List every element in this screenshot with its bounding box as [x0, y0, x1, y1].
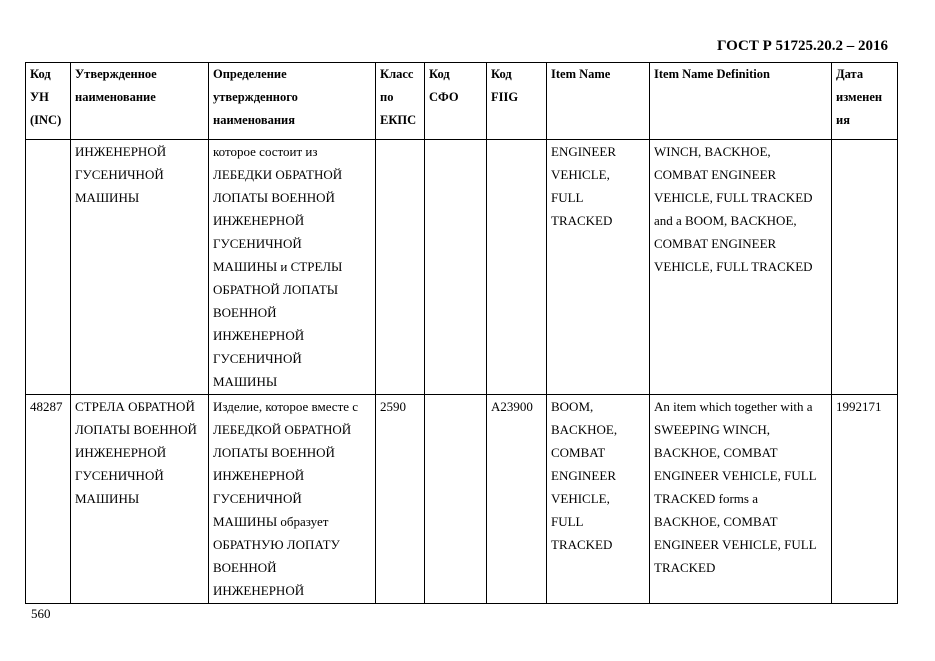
col-header-class: Класс по ЕКПС: [376, 63, 425, 140]
header-row: [26, 63, 898, 140]
cell-item-name-definition: An item which together with a SWEEPING WINCH, BACKHOE, COMBAT ENGINEER VEHICLE, FULL TRACKED forms a BACKHOE, COMBAT ENGINEER VEHICLE, FULL TRACKED: [650, 395, 832, 604]
col-header-item-name-definition: Item Name Definition: [650, 63, 832, 140]
page-number: 560: [31, 606, 51, 621]
cell-item-name: BOOM, BACKHOE, COMBAT ENGINEER VEHICLE, FULL TRACKED: [547, 395, 650, 604]
col-header-definition: Определение утвержденного наименования: [209, 63, 376, 140]
cell-class: [376, 140, 425, 395]
cell-inc: 48287: [26, 395, 71, 604]
cell-definition: Изделие, которое вместе с ЛЕБЕДКОЙ ОБРАТНОЙ ЛОПАТЫ ВОЕННОЙ ИНЖЕНЕРНОЙ ГУСЕНИЧНОЙ МАШИНЫ образует ОБРАТНУЮ ЛОПАТУ ВОЕННОЙ ИНЖЕНЕРНОЙ: [209, 395, 376, 604]
cell-sfo: [425, 395, 487, 604]
cell-class: 2590: [376, 395, 425, 604]
col-header-sfo: Код СФО: [425, 63, 487, 140]
cell-fiig: A23900: [487, 395, 547, 604]
cell-item-name: ENGINEER VEHICLE, FULL TRACKED: [547, 140, 650, 395]
col-header-change-date: Дата изменен ия: [832, 63, 898, 140]
cell-change-date: [832, 140, 898, 395]
cell-fiig: [487, 140, 547, 395]
cell-sfo: [425, 140, 487, 395]
cell-item-name-definition: WINCH, BACKHOE, COMBAT ENGINEER VEHICLE, FULL TRACKED and a BOOM, BACKHOE, COMBAT ENGINEER VEHICLE, FULL TRACKED: [650, 140, 832, 395]
standard-designation: ГОСТ Р 51725.20.2 – 2016: [716, 38, 888, 54]
table-row: [26, 140, 898, 395]
catalog-table: [25, 62, 898, 604]
cell-approved-name: ИНЖЕНЕРНОЙ ГУСЕНИЧНОЙ МАШИНЫ: [71, 140, 209, 395]
cell-definition: которое состоит из ЛЕБЕДКИ ОБРАТНОЙ ЛОПАТЫ ВОЕННОЙ ИНЖЕНЕРНОЙ ГУСЕНИЧНОЙ МАШИНЫ и СТРЕЛЫ ОБРАТНОЙ ЛОПАТЫ ВОЕННОЙ ИНЖЕНЕРНОЙ ГУСЕНИЧНОЙ МАШИНЫ: [209, 140, 376, 395]
cell-approved-name: СТРЕЛА ОБРАТНОЙ ЛОПАТЫ ВОЕННОЙ ИНЖЕНЕРНОЙ ГУСЕНИЧНОЙ МАШИНЫ: [71, 395, 209, 604]
table-row: [26, 395, 898, 604]
cell-inc: [26, 140, 71, 395]
col-header-fiig: Код FIIG: [487, 63, 547, 140]
col-header-approved-name: Утвержденное наименование: [71, 63, 209, 140]
cell-change-date: 1992171: [832, 395, 898, 604]
col-header-item-name: Item Name: [547, 63, 650, 140]
col-header-inc: Код УН (INC): [26, 63, 71, 140]
